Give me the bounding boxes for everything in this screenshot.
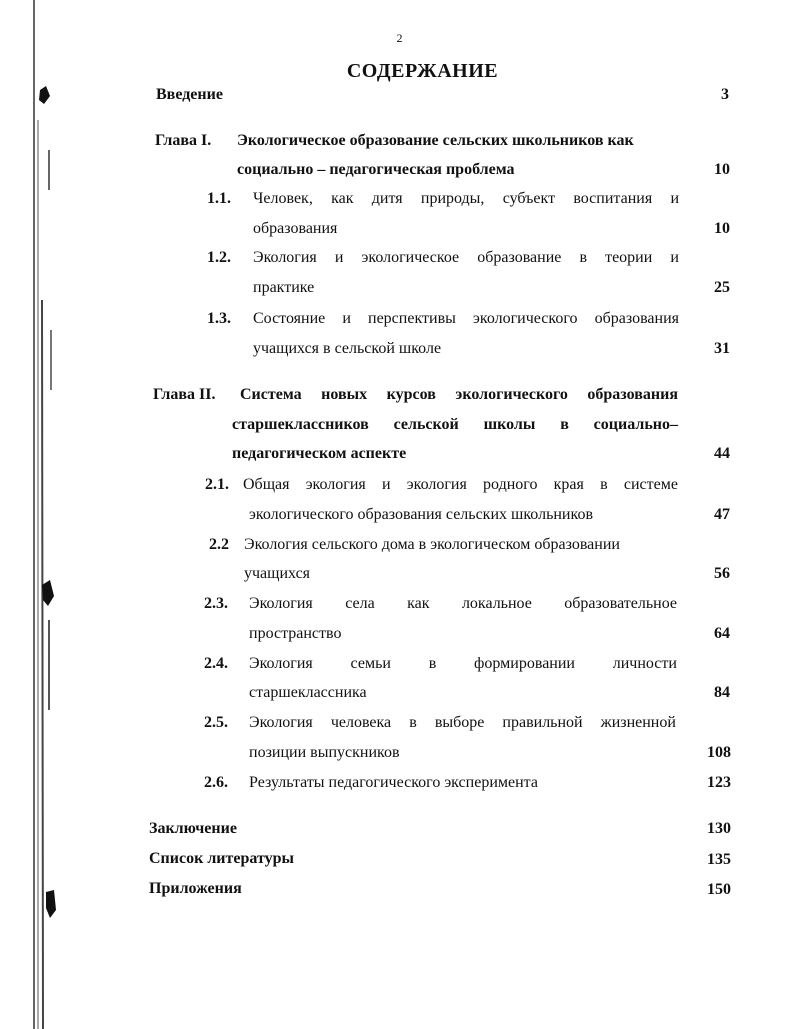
page-number: 2: [396, 31, 403, 45]
toc-section-page: 123: [707, 774, 731, 791]
toc-section-title-line2: образования: [253, 220, 338, 237]
toc-section-title-line2: учащихся в сельской школе: [253, 340, 442, 357]
toc-section-page: 47: [714, 506, 730, 523]
toc-section-title-line1: Экология семьи в формировании личности: [249, 655, 677, 672]
toc-conclusion-label: Заключение: [149, 820, 237, 837]
toc-section-number: 1.1.: [207, 190, 231, 207]
toc-conclusion-page: 130: [707, 820, 731, 837]
page-title: СОДЕРЖАНИЕ: [346, 60, 499, 82]
toc-section-number: 2.2: [209, 536, 229, 553]
toc-section-title-line1: Человек, как дитя природы, субъект воспитания и: [253, 190, 679, 207]
toc-section-number: 2.6.: [204, 774, 228, 791]
toc-section-title-line2: старшеклассника: [249, 684, 367, 701]
toc-section-number: 2.1.: [205, 476, 229, 493]
toc-intro-page: 3: [721, 86, 729, 103]
toc-intro-label: Введение: [156, 86, 223, 103]
toc-chapter1-prefix: Глава I.: [155, 132, 212, 149]
toc-appendices-page: 150: [707, 881, 731, 898]
toc-chapter1-heading-line1: Экологическое образование сельских школьников как: [237, 132, 634, 149]
toc-chapter1-heading-line2: социально – педагогическая проблема: [237, 161, 515, 178]
toc-section-title-line1: Экология сельского дома в экологическом образовании: [244, 536, 620, 553]
toc-section-title-line1: Экология человека в выборе правильной жизненной: [249, 714, 676, 731]
toc-chapter2-heading-line1: Система новых курсов экологического образования: [240, 386, 678, 403]
toc-section-title-line1: Общая экология и экология родного края в системе: [243, 476, 678, 493]
toc-chapter2-heading-line3: педагогическом аспекте: [232, 445, 407, 462]
toc-chapter1-page: 10: [714, 161, 730, 178]
toc-section-page: 31: [714, 340, 730, 357]
toc-chapter2-prefix: Глава II.: [153, 386, 216, 403]
toc-references-page: 135: [707, 851, 731, 868]
toc-section-page: 108: [707, 744, 731, 761]
toc-section-number: 2.5.: [204, 714, 228, 731]
toc-section-title-line2: пространство: [249, 625, 342, 642]
scan-edge-artifact: [28, 0, 68, 1029]
toc-appendices-label: Приложения: [149, 880, 242, 897]
toc-section-page: 84: [714, 684, 730, 701]
toc-section-number: 2.4.: [204, 655, 228, 672]
toc-section-number: 1.3.: [207, 310, 231, 327]
toc-section-title-line1: Экология села как локальное образовательное: [249, 595, 677, 612]
toc-section-title-line2: учащихся: [244, 565, 311, 582]
toc-section-page: 64: [714, 625, 730, 642]
toc-section-page: 25: [714, 279, 730, 296]
toc-section-number: 2.3.: [204, 595, 228, 612]
toc-section-number: 1.2.: [207, 249, 231, 266]
toc-section-title-line1: Экология и экологическое образование в теории и: [253, 249, 679, 266]
toc-section-page: 56: [714, 565, 730, 582]
toc-references-label: Список литературы: [149, 850, 294, 867]
toc-chapter2-page: 44: [714, 445, 730, 462]
toc-section-title-line2: практике: [253, 279, 315, 296]
toc-section-title-line1: Результаты педагогического эксперимента: [249, 774, 538, 791]
toc-section-title-line2: экологического образования сельских школьников: [249, 506, 594, 523]
toc-chapter2-heading-line2: старшеклассников сельской школы в социально–: [232, 416, 678, 433]
toc-section-title-line1: Состояние и перспективы экологического образования: [253, 310, 679, 327]
toc-section-title-line2: позиции выпускников: [249, 744, 400, 761]
toc-section-page: 10: [714, 220, 730, 237]
